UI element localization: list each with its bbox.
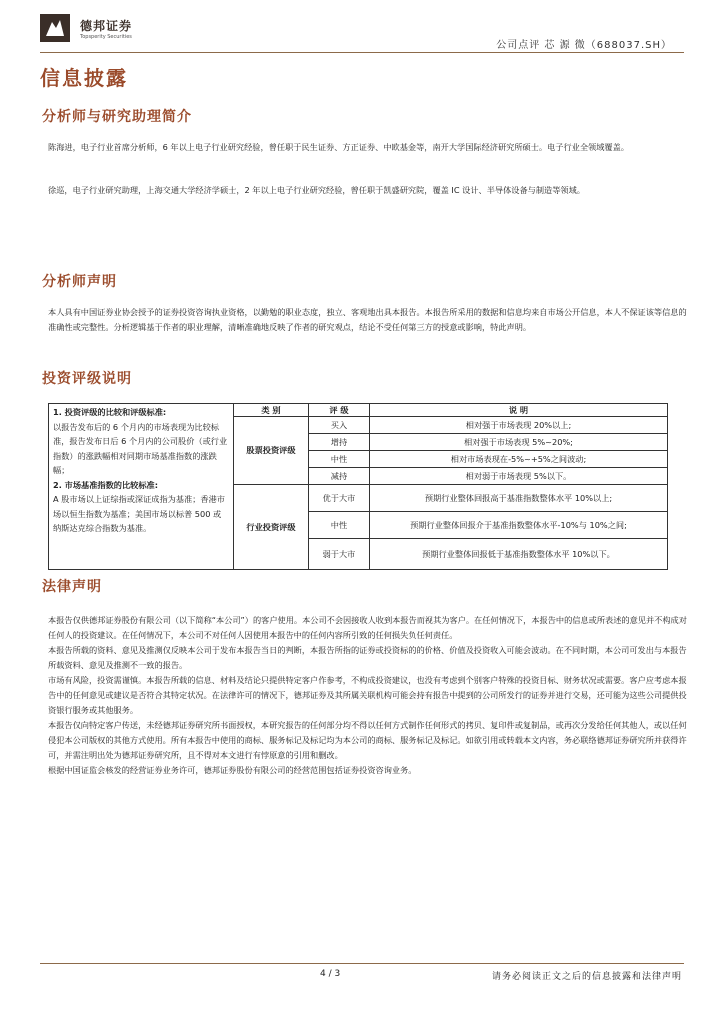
rating-desc: 相对强于市场表现 20%以上; bbox=[370, 417, 668, 434]
page-title: 信息披露 bbox=[40, 66, 128, 90]
rating-desc: 相对弱于市场表现 5%以下。 bbox=[370, 468, 668, 485]
logo-text-cn: 德邦证券 bbox=[80, 19, 133, 33]
legal-paragraph: 本报告仅向特定客户传送，未经德邦证券研究所书面授权，本研究报告的任何部分均不得以任何方式制作任何形式的拷贝、复印件或复制品，或再次分发给任何其他人，或以任何侵犯本公司版权的其他方式使用。所有本报告中使用的商标、服务标记及标记均为本公司的商标、服务标记及标记。如欲引用或转载本文内容，务必联络德邦证券研究所并获得许可，并需注明出处为德邦证券研究所，且不得对本文进行有悖原意的引用和删改。 bbox=[48, 720, 687, 760]
logo-text-en: Topsperity Securities bbox=[80, 34, 132, 40]
report-info: 公司点评 芯 源 微（688037.SH） bbox=[496, 40, 672, 51]
col-header-rating: 评 级 bbox=[309, 404, 370, 417]
legal-paragraph: 本报告所载的资料、意见及推测仅反映本公司于发布本报告当日的判断，本报告所指的证券或投资标的的价格、价值及投资收入可能会波动。在不同时期，本公司可发出与本报告所载资料、意见及推测不一致的报告。 bbox=[48, 645, 687, 670]
logo-icon bbox=[40, 14, 70, 42]
rating-desc: 预期行业整体回报低于基准指数整体水平 10%以下。 bbox=[370, 539, 668, 570]
rating-level: 中性 bbox=[309, 451, 370, 468]
header-divider bbox=[40, 52, 684, 53]
analyst-intro-1: 陈海进，电子行业首席分析师，6 年以上电子行业研究经验，曾任职于民生证券、方正证券、中欧基金等，南开大学国际经济研究所硕士。电子行业全领域覆盖。 bbox=[48, 142, 629, 152]
col-header-desc: 说 明 bbox=[370, 404, 668, 417]
criteria-text-1: 以报告发布后的 6 个月内的市场表现为比较标准，报告发布日后 6 个月内的公司股价（或行业指数）的涨跌幅相对同期市场基准指数的涨跌幅； bbox=[53, 421, 228, 475]
legal-statement bbox=[48, 613, 688, 778]
company-logo bbox=[40, 14, 160, 44]
criteria-text-2: A 股市场以上证综指或深证成指为基准；香港市场以恒生指数为基准；美国市场以标普 500 或纳斯达克综合指数为基准。 bbox=[53, 494, 225, 533]
stock-rating-category: 股票投资评级 bbox=[234, 417, 309, 485]
analyst-intro-2: 徐巡，电子行业研究助理，上海交通大学经济学硕士，2 年以上电子行业研究经验，曾任职于凯盛研究院，覆盖 IC 设计、半导体设备与制造等领域。 bbox=[48, 185, 585, 195]
rating-desc: 相对强于市场表现 5%~20%; bbox=[370, 434, 668, 451]
criteria-heading-2: 2. 市场基准指数的比较标准: bbox=[53, 479, 158, 490]
rating-desc: 相对市场表现在-5%~+5%之间波动; bbox=[370, 451, 668, 468]
rating-level: 中性 bbox=[309, 512, 370, 539]
section-title-legal: 法律声明 bbox=[42, 579, 102, 595]
page-number: 4 / 3 bbox=[320, 969, 341, 979]
legal-paragraph: 市场有风险，投资需谨慎。本报告所载的信息、材料及结论只提供特定客户作参考，不构成投资建议，也没有考虑到个别客户特殊的投资目标、财务状况或需要。客户应考虑本报告中的任何意见或建议是否符合其特定状况。在法律许可的情况下，德邦证券及其所属关联机构可能会持有报告中提到的公司所发行的证券并进行交易，还可能为这些公司提供投资银行服务或其他服务。 bbox=[48, 675, 687, 715]
rating-desc: 预期行业整体回报高于基准指数整体水平 10%以上; bbox=[370, 485, 668, 512]
section-title-analyst-intro: 分析师与研究助理简介 bbox=[42, 109, 192, 125]
section-title-statement: 分析师声明 bbox=[42, 274, 117, 290]
analyst-statement: 本人具有中国证券业协会授予的证券投资咨询执业资格，以勤勉的职业态度，独立、客观地出具本报告。本报告所采用的数据和信息均来自市场公开信息，本人不保证该等信息的准确性或完整性。分析逻辑基于作者的职业理解，清晰准确地反映了作者的研究观点，结论不受任何第三方的授意或影响，特此声明。 bbox=[48, 307, 687, 332]
legal-paragraph: 本报告仅供德邦证券股份有限公司（以下简称“本公司”）的客户使用。本公司不会因接收人收到本报告而视其为客户。在任何情况下，本报告中的信息或所表述的意见并不构成对任何人的投资建议。在任何情况下，本公司不对任何人因使用本报告中的任何内容所引致的任何损失负任何责任。 bbox=[48, 615, 687, 640]
industry-rating-category: 行业投资评级 bbox=[234, 485, 309, 570]
footer-divider bbox=[40, 963, 684, 964]
rating-level: 优于大市 bbox=[309, 485, 370, 512]
rating-desc: 预期行业整体回报介于基准指数整体水平-10%与 10%之间; bbox=[370, 512, 668, 539]
rating-level: 弱于大市 bbox=[309, 539, 370, 570]
rating-level: 减持 bbox=[309, 468, 370, 485]
footer-note: 请务必阅读正文之后的信息披露和法律声明 bbox=[491, 972, 682, 982]
col-header-category: 类 别 bbox=[234, 404, 309, 417]
legal-paragraph: 根据中国证监会核发的经营证券业务许可，德邦证券股份有限公司的经营范围包括证券投资咨询业务。 bbox=[48, 765, 417, 775]
rating-level: 买入 bbox=[309, 417, 370, 434]
criteria-heading-1: 1. 投资评级的比较和评级标准: bbox=[53, 407, 167, 417]
section-title-rating: 投资评级说明 bbox=[42, 371, 132, 387]
rating-table bbox=[48, 403, 668, 570]
rating-level: 增持 bbox=[309, 434, 370, 451]
rating-criteria-cell bbox=[49, 404, 234, 570]
